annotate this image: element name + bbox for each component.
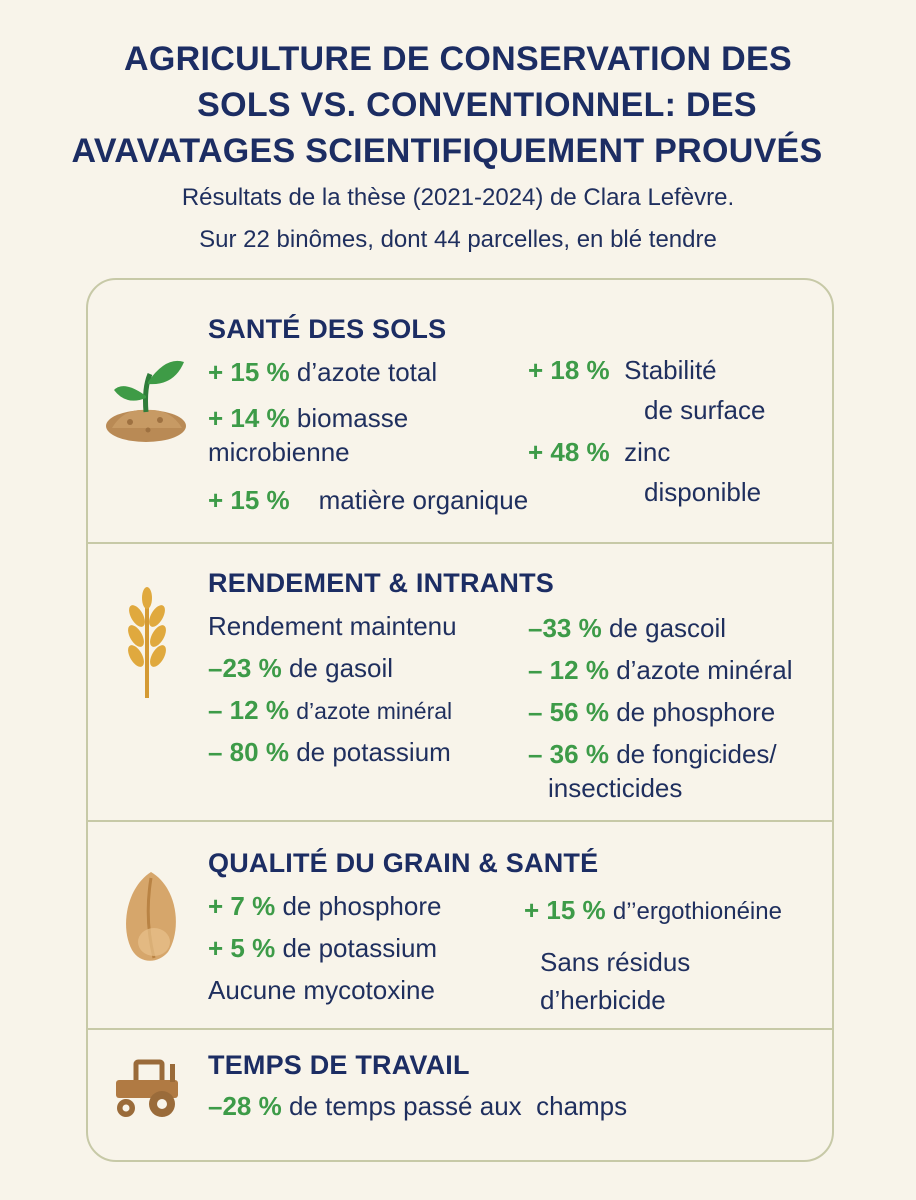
yield-stat-maintained: Rendement maintenu bbox=[208, 611, 457, 641]
stat-label: d’azote total bbox=[296, 357, 438, 387]
stat-label: de gascoil bbox=[608, 613, 727, 643]
yield-stat-mineral-nitrogen-2 bbox=[528, 654, 793, 686]
soil-stat-stability bbox=[528, 354, 717, 386]
stat-label: de potassium bbox=[296, 737, 451, 767]
stat-label: de gasoil bbox=[288, 653, 394, 683]
stat-label: Stabilité bbox=[624, 355, 717, 385]
stat-value: – 56 % bbox=[528, 697, 609, 727]
stat-label: de fongicides/ bbox=[616, 739, 777, 769]
soil-stat-nitrogen bbox=[208, 356, 437, 388]
stat-label: de phosphore bbox=[282, 891, 442, 921]
stat-label: de potassium bbox=[282, 933, 438, 963]
grain-stat-herbicide-line2: d’herbicide bbox=[540, 985, 666, 1015]
section-grain-quality bbox=[88, 822, 832, 1028]
stat-value: + 14 % bbox=[208, 403, 290, 433]
stat-value: – 36 % bbox=[528, 739, 609, 769]
subtitle-line-1: Résultats de la thèse (2021-2024) de Clara Lefèvre. bbox=[181, 184, 735, 211]
section-title-work: TEMPS DE TRAVAIL bbox=[208, 1050, 470, 1080]
yield-stat-fungicides-line2: insecticides bbox=[548, 773, 683, 803]
stat-value: + 5 % bbox=[208, 933, 276, 963]
stat-value: –33 % bbox=[528, 613, 602, 643]
stat-value: – 80 % bbox=[208, 737, 289, 767]
stat-label: de temps passé aux champs bbox=[288, 1091, 628, 1121]
stat-value: + 18 % bbox=[528, 355, 610, 385]
stat-label: d’’ergothionéine bbox=[612, 898, 782, 925]
work-stat-time bbox=[208, 1090, 627, 1122]
soil-stat-stability-line2: de surface bbox=[644, 395, 766, 425]
section-title-grain: QUALITÉ DU GRAIN & SANTÉ bbox=[208, 848, 599, 878]
stat-label: de phosphore bbox=[616, 697, 776, 727]
section-title-soil: SANTÉ DES SOLS bbox=[208, 314, 447, 344]
grain-stat-potassium bbox=[208, 932, 437, 964]
stat-value: + 15 % bbox=[208, 485, 290, 515]
soil-stat-zinc bbox=[528, 436, 670, 468]
stat-label: biomasse bbox=[296, 403, 409, 433]
stat-value: + 7 % bbox=[208, 891, 276, 921]
stat-value: –28 % bbox=[208, 1091, 282, 1121]
section-title-yield: RENDEMENT & INTRANTS bbox=[208, 568, 554, 598]
stat-label: matière organique bbox=[318, 485, 529, 515]
soil-stat-organic-matter bbox=[208, 484, 528, 516]
yield-stat-potassium bbox=[208, 736, 451, 768]
sprout-icon bbox=[104, 352, 188, 444]
grain-icon bbox=[118, 868, 184, 964]
grain-stat-phosphorus bbox=[208, 890, 441, 922]
tractor-icon bbox=[110, 1056, 186, 1120]
yield-stat-fungicides bbox=[528, 738, 777, 770]
grain-stat-mycotoxin: Aucune mycotoxine bbox=[208, 975, 435, 1005]
yield-stat-phosphorus bbox=[528, 696, 775, 728]
grain-stat-herbicide: Sans résidus bbox=[540, 947, 691, 977]
section-work-time bbox=[88, 1030, 832, 1162]
stat-label: d’azote minéral bbox=[296, 698, 453, 724]
soil-stat-zinc-line2: disponible bbox=[644, 477, 762, 507]
stat-value: + 15 % bbox=[524, 895, 606, 925]
yield-stat-gascoil bbox=[528, 612, 726, 644]
subtitle-line-2: Sur 22 binômes, dont 44 parcelles, en blé tendre bbox=[199, 226, 717, 253]
results-card bbox=[86, 278, 834, 1162]
stat-value: – 12 % bbox=[528, 655, 609, 685]
yield-stat-mineral-nitrogen bbox=[208, 694, 452, 727]
soil-stat-biomass bbox=[208, 402, 408, 434]
page-title-line-2: SOLS VS. CONVENTIONNEL: DES bbox=[197, 86, 757, 124]
stat-value: + 48 % bbox=[528, 437, 610, 467]
stat-label: d’azote minéral bbox=[616, 655, 793, 685]
stat-value: –23 % bbox=[208, 653, 282, 683]
stat-label: zinc bbox=[624, 437, 671, 467]
page-title-line-3: AVAVATAGES SCIENTIFIQUEMENT PROUVÉS bbox=[71, 132, 823, 170]
stat-value: – 12 % bbox=[208, 695, 289, 725]
section-yield-inputs bbox=[88, 544, 832, 820]
page-title-line-1: AGRICULTURE DE CONSERVATION DES bbox=[124, 40, 792, 78]
stat-value: + 15 % bbox=[208, 357, 290, 387]
soil-stat-biomass-line2: microbienne bbox=[208, 437, 350, 467]
grain-stat-ergothioneine bbox=[524, 894, 782, 928]
wheat-icon bbox=[122, 584, 172, 700]
title-block bbox=[0, 36, 916, 174]
section-soil-health bbox=[88, 280, 832, 542]
yield-stat-diesel bbox=[208, 652, 393, 684]
